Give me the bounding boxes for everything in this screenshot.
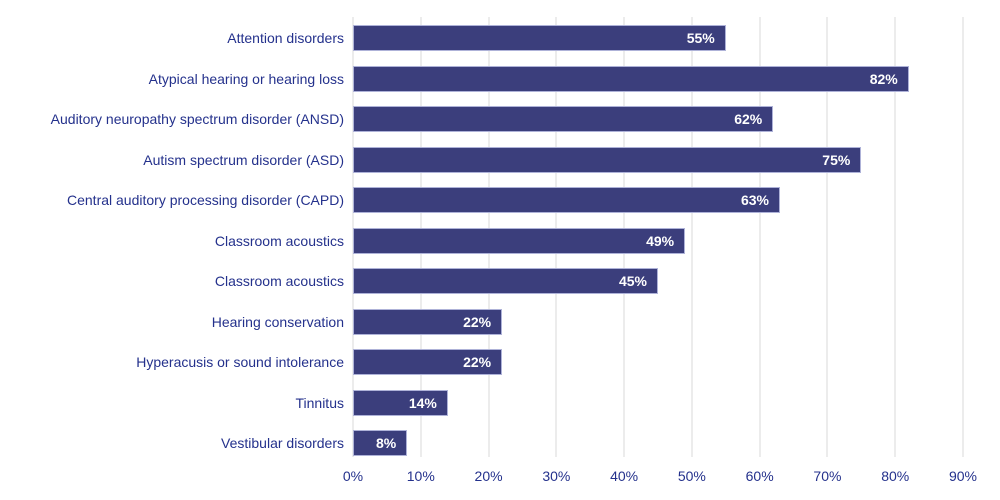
bar-row — [353, 59, 963, 100]
plot-area — [353, 18, 963, 464]
bar-value-label: 14% — [408, 394, 437, 411]
category-label: Central auditory processing disorder (CAPD) — [67, 192, 344, 209]
bar — [353, 268, 658, 294]
bar-row — [353, 342, 963, 383]
bar-value-label: 49% — [646, 232, 675, 249]
bar-row — [353, 140, 963, 181]
bar-value-label: 62% — [734, 111, 763, 128]
x-axis — [0, 466, 1000, 490]
bar-row — [353, 302, 963, 343]
bar-value-label: 55% — [686, 30, 715, 46]
x-axis-tick-label: 40% — [610, 468, 639, 484]
bar-row — [353, 18, 963, 59]
category-label: Vestibular disorders — [221, 435, 344, 452]
bar-row — [353, 261, 963, 302]
bar — [353, 147, 861, 173]
bar-row — [353, 383, 963, 424]
bar — [353, 390, 448, 416]
bar — [353, 309, 502, 335]
category-label: Auditory neuropathy spectrum disorder (ANSD) — [50, 111, 344, 128]
bar-value-label: 82% — [869, 70, 898, 87]
bar — [353, 228, 685, 254]
bar — [353, 349, 502, 375]
x-axis-tick-label: 70% — [813, 468, 842, 484]
category-label: Tinnitus — [295, 394, 344, 411]
x-axis-tick-label: 90% — [948, 468, 978, 484]
bar-row — [353, 180, 963, 221]
category-label: Atypical hearing or hearing loss — [148, 70, 344, 87]
bar-value-label: 22% — [463, 313, 492, 330]
bar-value-label: 75% — [822, 151, 851, 168]
category-label: Hearing conservation — [211, 313, 344, 330]
bar — [353, 430, 407, 456]
bar — [353, 106, 773, 132]
bar — [353, 66, 909, 92]
category-label: Classroom acoustics — [214, 232, 344, 249]
category-label: Classroom acoustics — [214, 273, 344, 290]
bar-value-label: 63% — [740, 192, 769, 209]
bar — [353, 25, 726, 51]
x-axis-tick-label: 0% — [342, 468, 364, 484]
bar-value-label: 8% — [375, 435, 397, 452]
x-axis-tick-label: 50% — [677, 468, 706, 484]
x-axis-tick-label: 10% — [406, 468, 435, 484]
bar-row — [353, 221, 963, 262]
x-axis-tick-label: 30% — [542, 468, 571, 484]
category-axis — [0, 18, 353, 464]
category-label: Hyperacusis or sound intolerance — [136, 354, 344, 371]
category-label: Autism spectrum disorder (ASD) — [143, 151, 344, 168]
bar-value-label: 45% — [618, 273, 647, 290]
x-axis-tick-label: 80% — [881, 468, 910, 484]
bar-value-label: 22% — [463, 354, 492, 371]
category-label: Attention disorders — [227, 30, 344, 46]
bar — [353, 187, 780, 213]
x-axis-tick-label: 60% — [745, 468, 774, 484]
x-axis-tick-label: 20% — [474, 468, 503, 484]
bar-row — [353, 423, 963, 464]
bar-row — [353, 99, 963, 140]
